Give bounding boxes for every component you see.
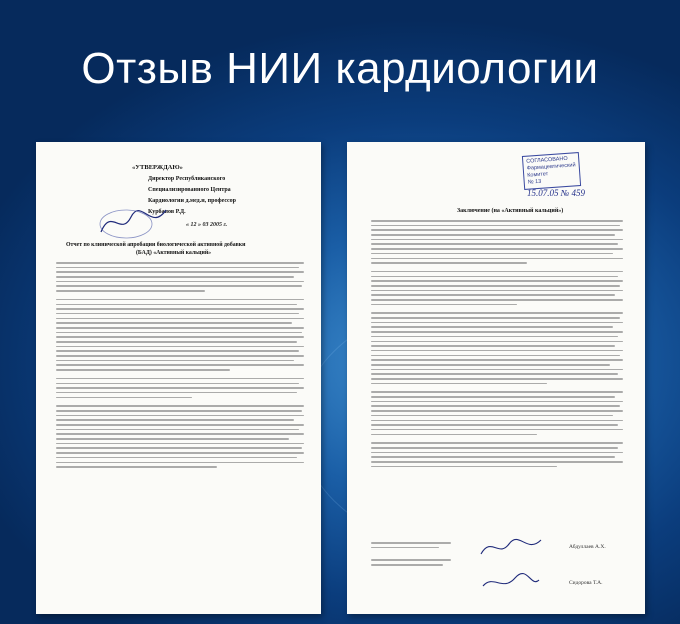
report-title-line-1: Отчет по клинической апробации биологической активной добавки (66, 242, 246, 248)
report-body-text (56, 262, 304, 471)
approve-label: «УТВЕРЖДАЮ» (132, 164, 183, 171)
approve-line-1: Директор Республиканского (148, 176, 226, 182)
conclusion-title: Заключение (на «Активный кальций») (457, 208, 564, 214)
approve-line-4: Курбанов Р.Д. (148, 209, 186, 215)
signature-name-1: Абдуллаев А.Х. (569, 544, 606, 550)
document-report (36, 142, 321, 614)
approve-date: « 12 » 03 2005 г. (186, 222, 228, 228)
signature-name-2: Сидорова Т.А. (569, 580, 603, 586)
slide-title: Отзыв НИИ кардиологии (81, 44, 599, 93)
signature-1 (477, 534, 547, 560)
conclusion-body-text (371, 220, 623, 470)
stamp-handwritten-date: 15.07.05 № 459 (527, 188, 585, 198)
document-conclusion (347, 142, 645, 614)
approve-line-2: Специализированного Центра (148, 187, 231, 193)
signature (96, 202, 176, 242)
approval-stamp: СОГЛАСОВАНО Фармацевтический Комитет № 13 (522, 152, 581, 190)
signature-2 (477, 570, 547, 594)
signature-block-labels (371, 542, 451, 569)
approve-line-3: Кардиологии д.мед.н, профессор (148, 198, 236, 204)
report-title-line-2: (БАД) «Активный кальций» (136, 250, 212, 256)
